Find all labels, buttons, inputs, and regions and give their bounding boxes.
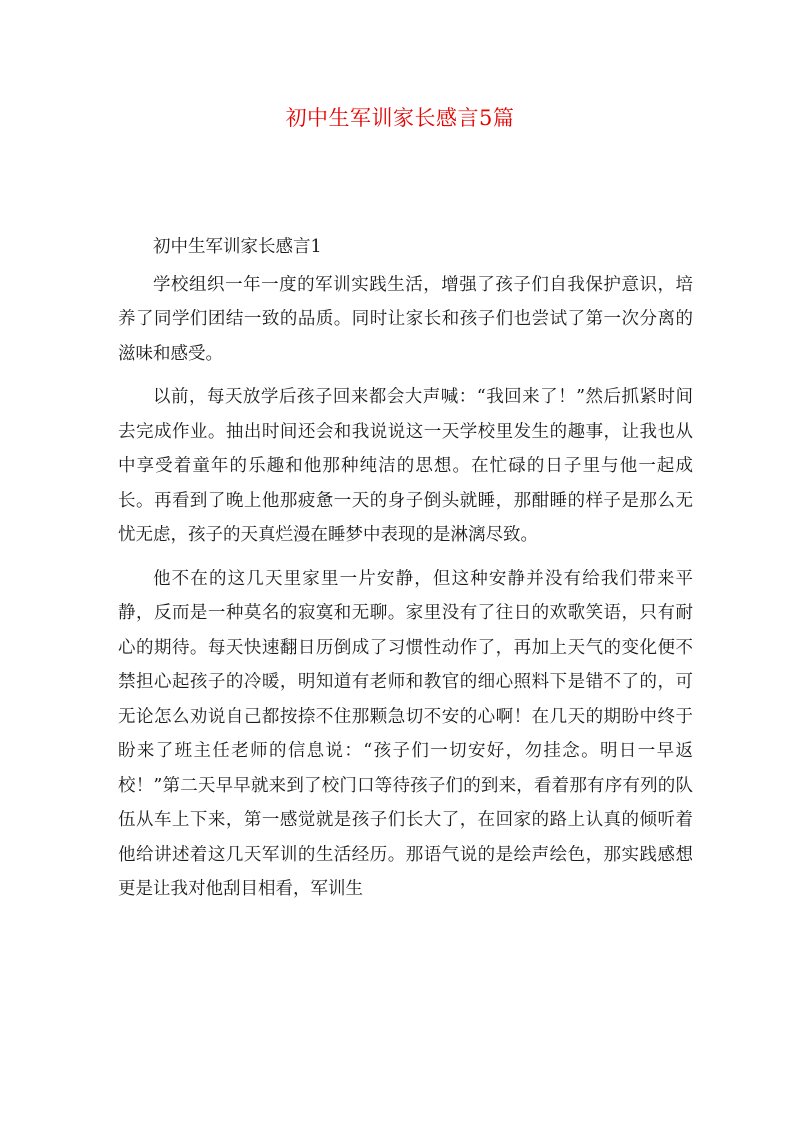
- paragraph: 他不在的这几天里家里一片安静，但这种安静并没有给我们带来平静，反而是一种莫名的寂寞和无聊。家里没有了往日的欢歌笑语，只有耐心的期待。每天快速翻日历倒成了习惯性动作了，再加上天气的变化便不禁担心起孩子的冷暖，明知道有老师和教官的细心照料下是错不了的，可无论怎么劝说自己都按捺不住那颗急切不安的心啊！在几天的期盼中终于盼来了班主任老师的信息说：“孩子们一切安好，勿挂念。明日一早返校！”第二天早早就来到了校门口等待孩子们的到来，看着那有序有列的队伍从车上下来，第一感觉就是孩子们长大了，在回家的路上认真的倾听着他给讲述着这几天军训的生活经历。那语气说的是绘声绘色，那实践感想更是让我对他刮目相看，军训生: [118, 568, 693, 899]
- paragraph: 以前，每天放学后孩子回来都会大声喊：“我回来了！”然后抓紧时间去完成作业。抽出时间还会和我说说这一天学校里发生的趣事，让我也从中享受着童年的乐趣和他那种纯洁的思想。在忙碌的日子里与他一起成长。再看到了晚上他那疲惫一天的身子倒头就睡，那酣睡的样子是那么无忧无虑，孩子的天真烂漫在睡梦中表现的是淋漓尽致。: [118, 387, 693, 545]
- document-title: 初中生军训家长感言5篇: [285, 106, 515, 130]
- document-body: [118, 230, 693, 916]
- paragraph: 学校组织一年一度的军训实践生活，增强了孩子们自我保护意识，培养了同学们团结一致的品质。同时让家长和孩子们也尝试了第一次分离的滋味和感受。: [118, 274, 693, 364]
- section-heading: 初中生军训家长感言1: [153, 237, 322, 257]
